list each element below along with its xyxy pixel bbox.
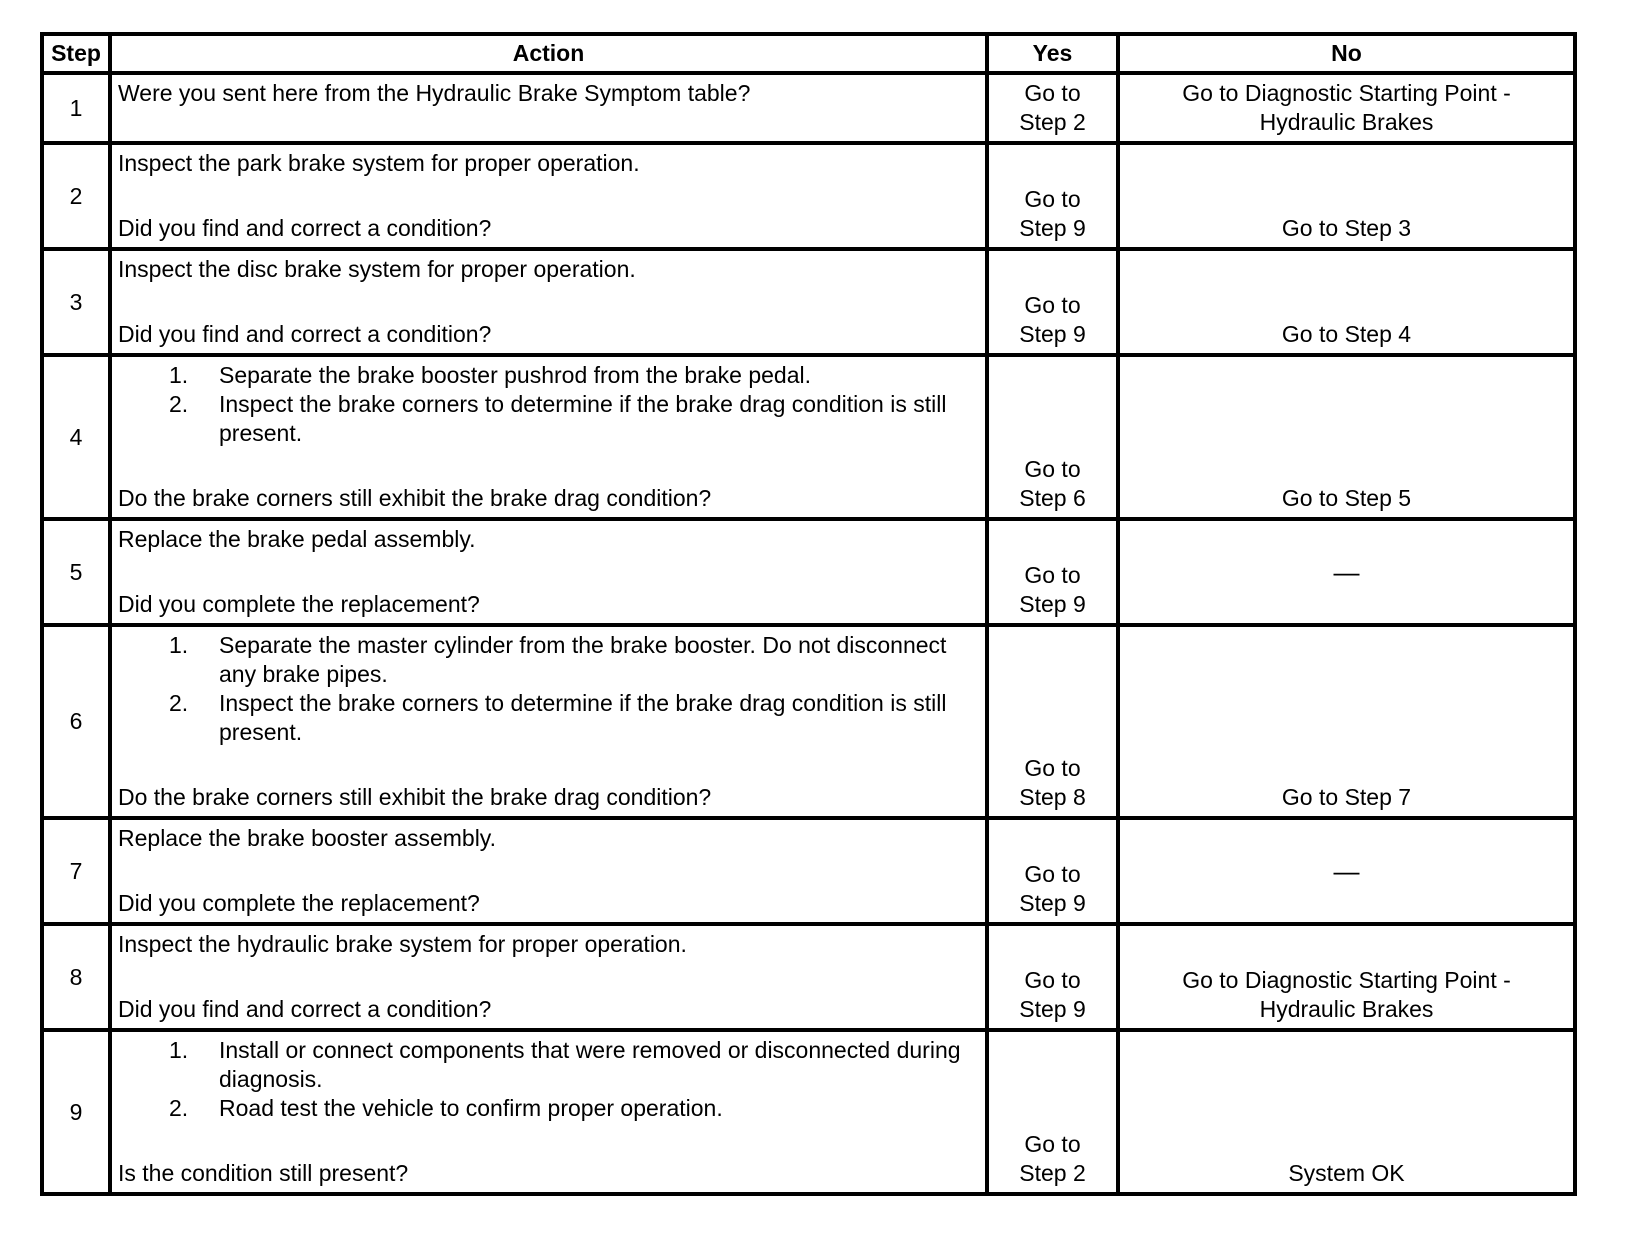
list-item — [118, 1036, 979, 1094]
step-number: 1 — [42, 73, 110, 143]
step-number: 6 — [42, 625, 110, 818]
list-item-text: Inspect the brake corners to determine if the brake drag condition is still present. — [219, 391, 947, 446]
header-row — [42, 34, 1575, 73]
list-item-text: Separate the brake booster pushrod from the brake pedal. — [219, 362, 811, 388]
action-question: Did you find and correct a condition? — [118, 996, 492, 1022]
step-number: 4 — [42, 355, 110, 519]
table-row — [42, 818, 1575, 924]
yes-text: Step 2 — [1019, 109, 1086, 135]
list-item — [118, 1094, 979, 1123]
header-action: Action — [110, 34, 987, 73]
step-number: 3 — [42, 249, 110, 355]
list-item-text: Road test the vehicle to confirm proper operation. — [219, 1095, 723, 1121]
yes-text: Step 9 — [1019, 996, 1086, 1022]
yes-text: Step 2 — [1019, 1160, 1086, 1186]
yes-text: Step 9 — [1019, 890, 1086, 916]
action-list — [118, 1036, 979, 1123]
yes-text: Go to — [1024, 80, 1081, 106]
header-yes: Yes — [987, 34, 1118, 73]
list-item-number: 2. — [169, 1095, 189, 1121]
header-no: No — [1118, 34, 1575, 73]
list-item-number: 2. — [169, 690, 189, 716]
action-cell — [110, 818, 987, 924]
table-row — [42, 355, 1575, 519]
yes-cell — [987, 355, 1118, 519]
no-text: Go to Diagnostic Starting Point - — [1182, 967, 1511, 993]
no-text: Go to Step 7 — [1281, 784, 1412, 810]
action-text: Inspect the hydraulic brake system for proper operation. — [118, 931, 687, 957]
action-text: Inspect the disc brake system for proper operation. — [118, 256, 636, 282]
yes-text: Go to — [1024, 562, 1081, 588]
yes-text: Step 9 — [1019, 215, 1086, 241]
list-item — [118, 689, 979, 747]
action-text: Were you sent here from the Hydraulic Brake Symptom table? — [118, 80, 751, 106]
yes-text: Go to — [1024, 755, 1081, 781]
table-row — [42, 1030, 1575, 1194]
action-question: Did you find and correct a condition? — [118, 321, 492, 347]
yes-text: Step 6 — [1019, 485, 1086, 511]
yes-text: Go to — [1024, 861, 1081, 887]
list-item-number: 1. — [169, 632, 189, 658]
yes-cell — [987, 143, 1118, 249]
action-question: Did you find and correct a condition? — [118, 215, 492, 241]
yes-text: Step 9 — [1019, 591, 1086, 617]
list-item-text: Install or connect components that were removed or disconnected during diagnosis. — [219, 1037, 961, 1092]
no-text: Go to Step 3 — [1281, 215, 1412, 241]
step-number: 5 — [42, 519, 110, 625]
list-item-text: Separate the master cylinder from the brake booster. Do not disconnect any brake pipes. — [219, 632, 947, 687]
no-cell — [1118, 73, 1575, 143]
list-item — [118, 390, 979, 448]
no-cell — [1118, 249, 1575, 355]
table-body — [42, 73, 1575, 1194]
no-cell — [1118, 625, 1575, 818]
yes-cell — [987, 924, 1118, 1030]
action-cell — [110, 355, 987, 519]
no-cell — [1118, 143, 1575, 249]
action-text: Replace the brake booster assembly. — [118, 825, 496, 851]
header-step: Step — [42, 34, 110, 73]
yes-text: Step 9 — [1019, 321, 1086, 347]
no-text: System OK — [1288, 1160, 1405, 1186]
yes-text: Go to — [1024, 292, 1081, 318]
list-item-number: 1. — [169, 1037, 189, 1063]
no-cell — [1118, 1030, 1575, 1194]
yes-cell — [987, 1030, 1118, 1194]
step-number: 8 — [42, 924, 110, 1030]
yes-cell — [987, 818, 1118, 924]
action-cell — [110, 519, 987, 625]
step-number: 9 — [42, 1030, 110, 1194]
action-text: Replace the brake pedal assembly. — [118, 526, 476, 552]
list-item — [118, 631, 979, 689]
action-cell — [110, 625, 987, 818]
yes-text: Go to — [1024, 186, 1081, 212]
no-text: Hydraulic Brakes — [1259, 109, 1434, 135]
no-cell — [1118, 818, 1575, 924]
step-number: 2 — [42, 143, 110, 249]
yes-text: Go to — [1024, 967, 1081, 993]
list-item-number: 2. — [169, 391, 189, 417]
action-cell — [110, 73, 987, 143]
yes-cell — [987, 625, 1118, 818]
yes-text: Go to — [1024, 456, 1081, 482]
action-cell — [110, 143, 987, 249]
diagnostic-table — [40, 32, 1577, 1196]
action-question: Did you complete the replacement? — [118, 890, 480, 916]
action-question: Do the brake corners still exhibit the brake drag condition? — [118, 784, 712, 810]
action-text: Inspect the park brake system for proper operation. — [118, 150, 640, 176]
no-text: — — [1333, 556, 1360, 587]
yes-text: Step 8 — [1019, 784, 1086, 810]
no-cell — [1118, 355, 1575, 519]
table-row — [42, 625, 1575, 818]
no-text: Go to Step 5 — [1281, 485, 1412, 511]
yes-cell — [987, 249, 1118, 355]
yes-cell — [987, 519, 1118, 625]
table-row — [42, 73, 1575, 143]
no-text: — — [1333, 855, 1360, 886]
action-question: Do the brake corners still exhibit the brake drag condition? — [118, 485, 712, 511]
table-row — [42, 249, 1575, 355]
table-row — [42, 143, 1575, 249]
no-text: Hydraulic Brakes — [1259, 996, 1434, 1022]
no-text: Go to Diagnostic Starting Point - — [1182, 80, 1511, 106]
action-question: Did you complete the replacement? — [118, 591, 480, 617]
list-item — [118, 361, 979, 390]
action-list — [118, 631, 979, 747]
no-cell — [1118, 519, 1575, 625]
action-cell — [110, 924, 987, 1030]
action-list — [118, 361, 979, 448]
table-row — [42, 924, 1575, 1030]
list-item-number: 1. — [169, 362, 189, 388]
no-cell — [1118, 924, 1575, 1030]
step-number: 7 — [42, 818, 110, 924]
list-item-text: Inspect the brake corners to determine if the brake drag condition is still present. — [219, 690, 947, 745]
action-cell — [110, 1030, 987, 1194]
table-row — [42, 519, 1575, 625]
action-question: Is the condition still present? — [118, 1160, 409, 1186]
yes-cell — [987, 73, 1118, 143]
action-cell — [110, 249, 987, 355]
yes-text: Go to — [1024, 1131, 1081, 1157]
no-text: Go to Step 4 — [1281, 321, 1412, 347]
